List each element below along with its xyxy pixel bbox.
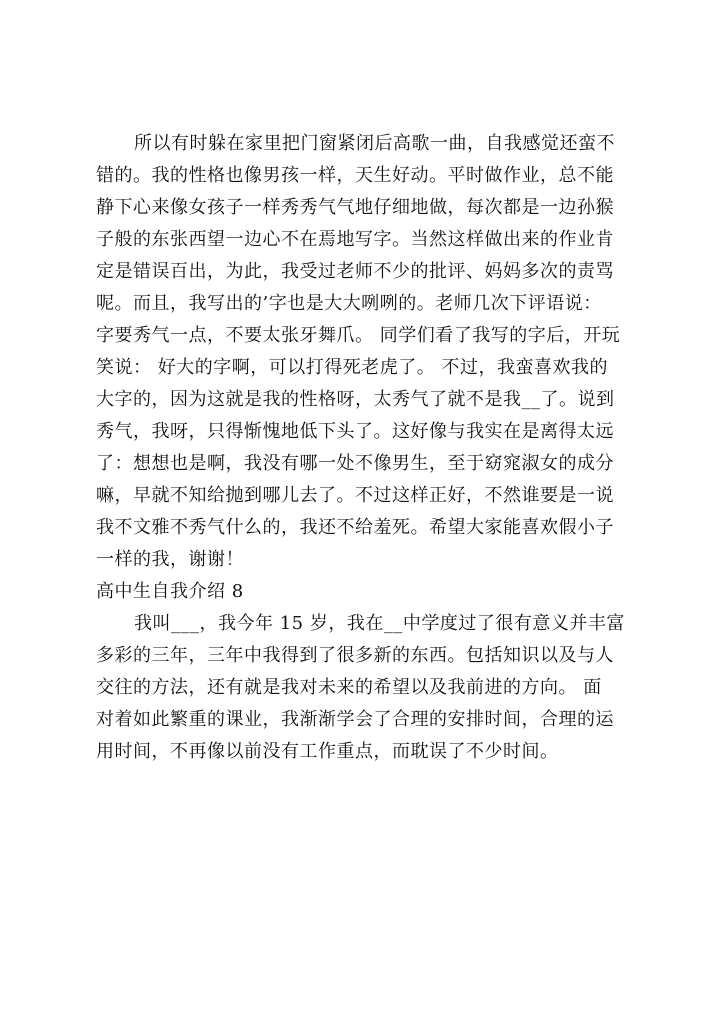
paragraph-line: 我叫___，我今年 15 岁，我在__中学度过了很有意义并丰富 [134, 613, 625, 634]
paragraph-line: 我不文雅不秀气什么的，我还不给羞死。希望大家能喜欢假小子 [96, 517, 614, 538]
paragraph-line: 呢。而且，我写出的’字也是大大咧咧的。老师几次下评语说： [96, 293, 602, 314]
paragraph-line: 多彩的三年，三年中我得到了很多新的东西。包括知识以及与人 [96, 645, 614, 666]
paragraph-line: 秀气，我呀，只得惭愧地低下头了。这好像与我实在是离得太远 [96, 421, 614, 442]
paragraph-line: 交往的方法，还有就是我对未来的希望以及我前进的方向。 面 [96, 677, 602, 698]
paragraph-line: 用时间，不再像以前没有工作重点，而耽误了不少时间。 [96, 741, 559, 762]
paragraph-line: 笑说： 好大的字啊，可以打得死老虎了。 不过，我蛮喜欢我的 [96, 357, 608, 378]
paragraph-line: 静下心来像女孩子一样秀秀气气地仔细地做，每次都是一边孙猴 [96, 197, 614, 218]
paragraph-line: 所以有时躲在家里把门窗紧闭后高歌一曲，自我感觉还蛮不 [134, 133, 615, 154]
paragraph-introduction [96, 608, 644, 768]
paragraph-line: 对着如此繁重的课业，我渐渐学会了合理的安排时间，合理的运 [96, 709, 614, 730]
paragraph-line: 嘛，早就不知给抛到哪儿去了。不过这样正好，不然谁要是一说 [96, 485, 614, 506]
paragraph-line: 大字的，因为这就是我的性格呀，太秀气了就不是我__了。说到 [96, 389, 615, 410]
paragraph-line: 错的。我的性格也像男孩一样，天生好动。平时做作业，总不能 [96, 165, 614, 186]
section-heading: 高中生自我介绍 8 [96, 581, 244, 602]
paragraph-self-description [96, 128, 644, 576]
paragraph-line: 一样的我，谢谢！ [96, 549, 244, 570]
paragraph-line: 字要秀气一点，不要太张牙舞爪。 同学们看了我写的字后，开玩 [96, 325, 621, 346]
paragraph-line: 子般的东张西望一边心不在焉地写字。当然这样做出来的作业肯 [96, 229, 614, 250]
paragraph-line: 了：想想也是啊，我没有哪一处不像男生，至于窈窕淑女的成分 [96, 453, 614, 474]
document-body [96, 128, 644, 768]
paragraph-line: 定是错误百出，为此，我受过老师不少的批评、妈妈多次的责骂 [96, 261, 614, 282]
